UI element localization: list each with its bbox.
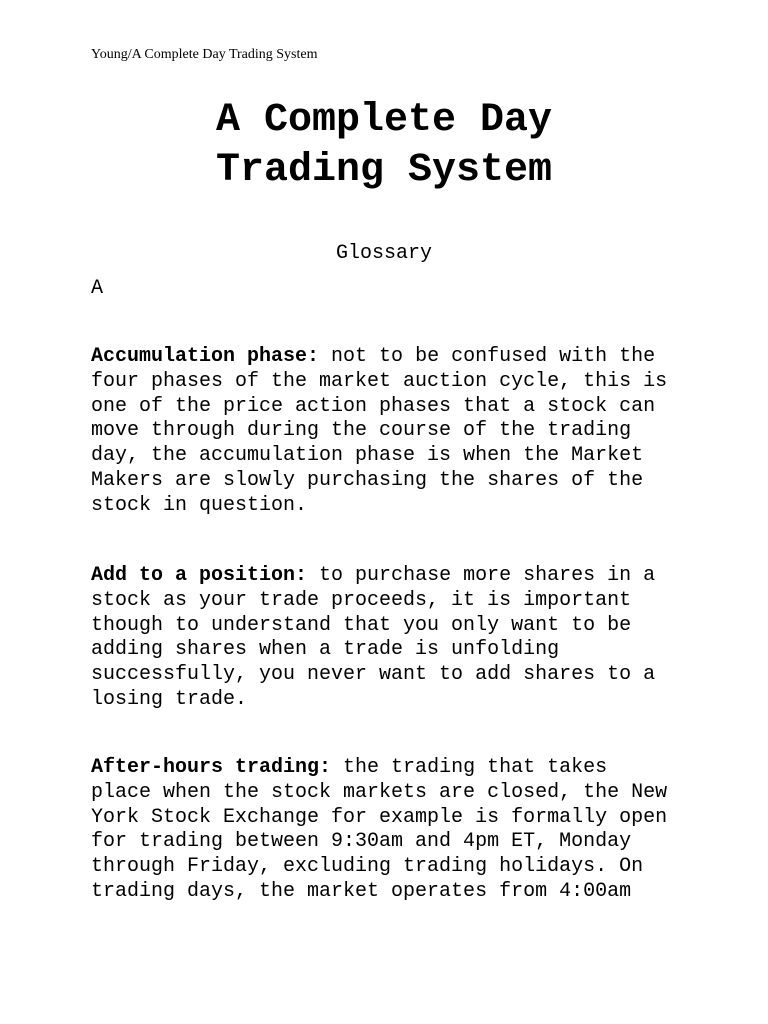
definition-line: move through during the course of the trading bbox=[91, 419, 632, 443]
title-line-1: A Complete Day bbox=[215, 98, 553, 143]
definition-line: losing trade. bbox=[91, 687, 248, 711]
entry-line bbox=[91, 564, 681, 589]
definition-line: trading days, the market operates from 4:00am bbox=[91, 879, 632, 903]
entry-line bbox=[91, 756, 681, 781]
definition-line: though to understand that you only want to be bbox=[91, 613, 632, 637]
definition-line: adding shares when a trade is unfolding bbox=[91, 638, 560, 662]
definition-line: one of the price action phases that a stock can bbox=[91, 394, 656, 418]
glossary-entry bbox=[91, 756, 681, 905]
letter-heading: A bbox=[91, 277, 104, 300]
document-title bbox=[0, 96, 768, 196]
glossary-entry bbox=[91, 345, 681, 519]
definition-line: for trading between 9:30am and 4pm ET, Monday bbox=[91, 830, 632, 854]
section-heading: Glossary bbox=[335, 242, 432, 265]
entry-line bbox=[91, 345, 681, 370]
definition-text: to purchase more shares in a bbox=[307, 564, 656, 587]
glossary-term: Accumulation phase: bbox=[91, 345, 320, 368]
definition-line: place when the stock markets are closed, the New bbox=[91, 780, 668, 804]
definition-line: four phases of the market auction cycle, this is bbox=[91, 369, 668, 393]
definition-line: through Friday, excluding trading holidays. On bbox=[91, 855, 644, 879]
definition-line: Makers are slowly purchasing the shares of the bbox=[91, 468, 644, 492]
definition-line: York Stock Exchange for example is formally open bbox=[91, 805, 668, 829]
definition-line: stock as your trade proceeds, it is important bbox=[91, 588, 632, 612]
definition-line: stock in question. bbox=[91, 493, 308, 517]
definition-line: day, the accumulation phase is when the Market bbox=[91, 444, 644, 468]
definition-line: successfully, you never want to add shares to a bbox=[91, 663, 656, 687]
glossary-entry bbox=[91, 564, 681, 713]
glossary-term: Add to a position: bbox=[91, 564, 308, 587]
definition-text: not to be confused with the bbox=[319, 345, 656, 368]
title-line-2: Trading System bbox=[215, 148, 553, 193]
glossary-term: After-hours trading: bbox=[91, 756, 332, 779]
running-header: Young/A Complete Day Trading System bbox=[91, 47, 318, 62]
definition-text: the trading that takes bbox=[331, 756, 608, 779]
